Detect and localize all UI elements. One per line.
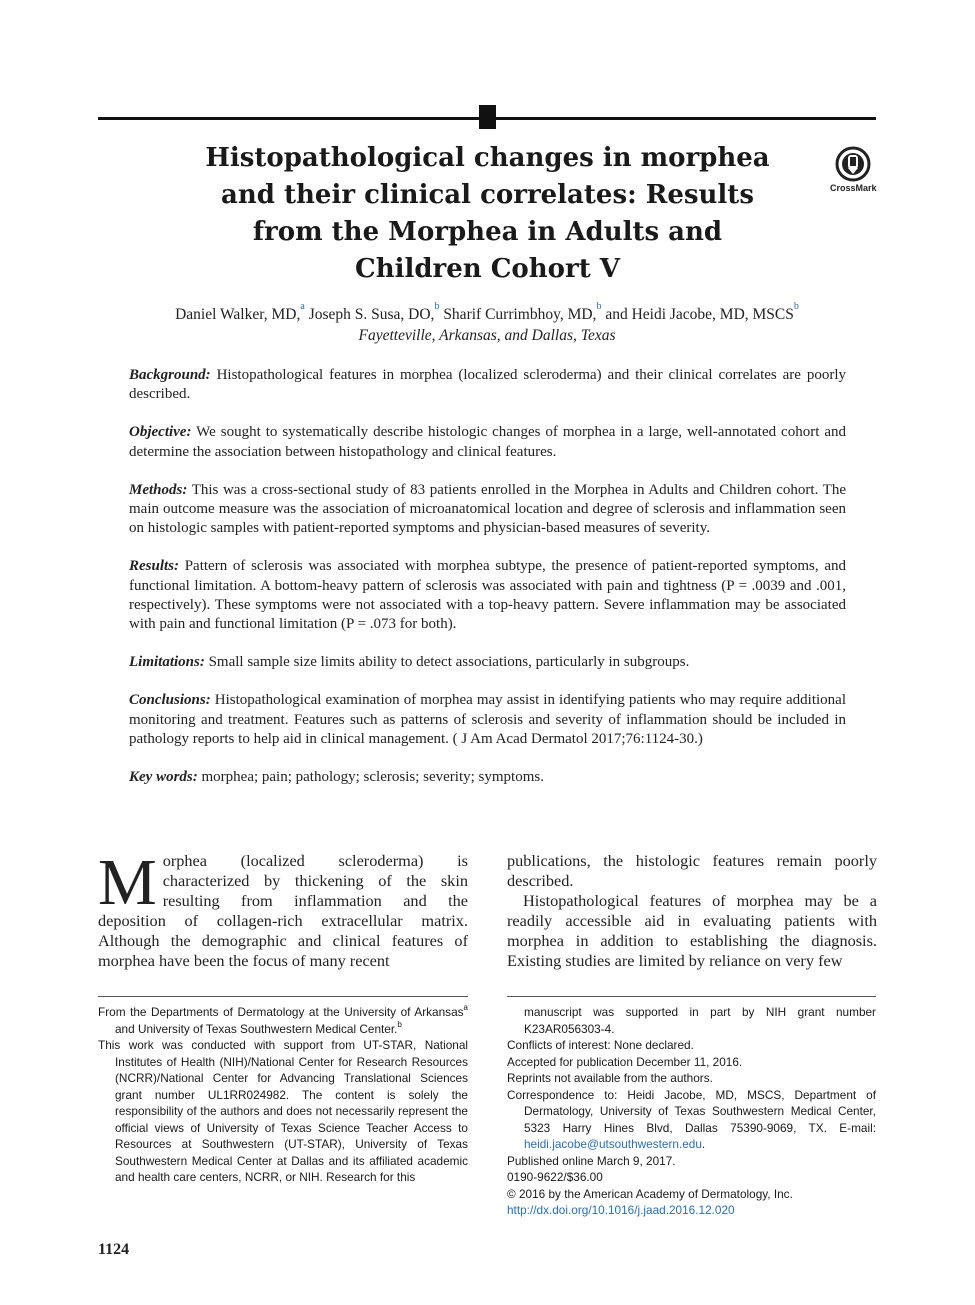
footnotes-right — [507, 1004, 876, 1219]
body-paragraph-1: publications, the histologic features remain poorly described. — [507, 851, 877, 890]
crossmark-badge[interactable] — [830, 146, 876, 193]
footnote-doi — [507, 1202, 876, 1219]
author-3: Sharif Currimbhoy, MD, — [439, 306, 597, 323]
results-text: Pattern of sclerosis was associated with morphea subtype, the presence of patient-reported symptoms, and functional limitation. A bottom-heavy pattern of sclerosis was associated with pain and tightness (P = .0039 and .001, respectively). These symptoms were not associated with a top-heavy pattern. Severe inflammation may be associated with pain and functional limitation (P = .073 for both). — [129, 558, 846, 633]
intro-text: orphea (localized scleroderma) is characterized by thickening of the skin resulting from inflammation and the deposition of collagen-rich extracellular matrix. Although the demographic and clinical features of morphea have been the focus of many recent — [98, 851, 468, 970]
author-4: and Heidi Jacobe, MD, MSCS — [601, 306, 794, 323]
footnote-rule-right — [507, 996, 876, 997]
footnote-rule-left — [98, 996, 468, 997]
abstract-objective — [129, 423, 846, 461]
footnotes-left — [98, 1004, 468, 1186]
doi-link[interactable]: http://dx.doi.org/10.1016/j.jaad.2016.12.020 — [507, 1203, 735, 1217]
crossmark-label: CrossMark — [830, 183, 877, 193]
limitations-text: Small sample size limits ability to detect associations, particularly in subgroups. — [204, 654, 690, 671]
objective-label: Objective: — [129, 424, 192, 441]
keywords-text: morphea; pain; pathology; sclerosis; severity; symptoms. — [197, 769, 544, 786]
background-text: Histopathological features in morphea (localized scleroderma) and their clinical correlates are poorly described. — [129, 367, 846, 403]
correspondence-text: Correspondence to: Heidi Jacobe, MD, MSCS, Department of Dermatology, University of Texas Southwestern Medical Center, 5323 Harry Hines Blvd, Dallas 75390-9069, TX. E-mail: — [507, 1087, 876, 1135]
footnote-correspondence — [507, 1087, 876, 1153]
conclusions-text: Histopathological examination of morphea may assist in identifying patients who may require additional monitoring and treatment. Features such as patterns of sclerosis and severity of inflammation should be included in pathology reports to help aid in clinical management. ( J Am Acad Dermatol 2017;76:1124-30.) — [129, 692, 846, 747]
author-1: Daniel Walker, MD, — [175, 306, 301, 323]
email-end: . — [701, 1137, 706, 1151]
footnote-departments — [98, 1004, 468, 1037]
conclusions-label: Conclusions: — [129, 692, 211, 709]
keywords-label: Key words: — [129, 769, 198, 786]
drop-cap: M — [98, 846, 157, 919]
abstract — [129, 366, 846, 806]
crossmark-icon — [835, 146, 871, 182]
author-2-affil[interactable]: b — [434, 301, 440, 312]
body-paragraph-2: Histopathological features of morphea may be a readily accessible aid in evaluating patients with morphea in addition to establishing the diagnosis. Existing studies are limited by reliance on very few — [507, 891, 877, 970]
objective-text: We sought to systematically describe histologic changes of morphea in a large, well-annotated cohort and determine the association between histopathology and clinical features. — [129, 424, 846, 460]
footnote-copyright: © 2016 by the American Academy of Dermatology, Inc. — [507, 1186, 793, 1201]
results-label: Results: — [129, 558, 180, 575]
page-number: 1124 — [98, 1241, 130, 1258]
author-4-affil[interactable]: b — [793, 301, 799, 312]
author-2: Joseph S. Susa, DO, — [304, 306, 435, 323]
abstract-limitations — [129, 653, 846, 672]
dept-sup-a: a — [463, 1003, 468, 1012]
dept-sup-b: b — [397, 1019, 402, 1029]
footnote-reprints: Reprints not available from the authors. — [507, 1071, 713, 1085]
limitations-label: Limitations: — [129, 654, 205, 671]
footnote-issn: 0190-9622/$36.00 — [507, 1170, 603, 1184]
author-3-affil[interactable]: b — [596, 301, 602, 312]
footnote-accepted: Accepted for publication December 11, 2016. — [507, 1054, 743, 1069]
abstract-results — [129, 557, 846, 634]
methods-label: Methods: — [129, 481, 188, 498]
dept-text-1: From the Departments of Dermatology at the University of Arkansas — [98, 1005, 464, 1019]
footnote-published: Published online March 9, 2017. — [507, 1153, 676, 1168]
intro-paragraph — [98, 846, 468, 971]
body-column-right — [507, 851, 877, 971]
abstract-methods — [129, 481, 846, 539]
abstract-background — [129, 366, 846, 404]
article-title: Histopathological changes in morphea and their clinical correlates: Results from the Morphea in Adults and Children Cohort V — [205, 143, 770, 284]
abstract-conclusions — [129, 691, 846, 749]
footnote-support: This work was conducted with support from UT-STAR, National Institutes of Health (NIH)/National Center for Research Resources (NCRR)/National Center for Advancing Translational Sciences grant number UL1RR024982. The content is solely the responsibility of the authors and does not necessarily represent the official views of University of Texas Science Teacher Access to Resources at Southwestern (UT-STAR), University of Texas Southwestern Medical Center at Dallas and its affiliated academic and health care centers, NCRR, or NIH. Research for this — [98, 1038, 468, 1184]
abstract-keywords — [129, 768, 846, 787]
methods-text: This was a cross-sectional study of 83 patients enrolled in the Morphea in Adults and Children cohort. The main outcome measure was the association of microanatomical location and degree of sclerosis and inflammation seen on histologic samples with patient-reported symptoms and physician-based measures of severity. — [129, 481, 846, 537]
footnote-conflicts: Conflicts of interest: None declared. — [507, 1038, 694, 1052]
author-1-affil[interactable]: a — [300, 301, 305, 312]
dept-text-2: and University of Texas Southwestern Medical Center. — [115, 1021, 398, 1036]
author-location: Fayetteville, Arkansas, and Dallas, Texas — [358, 327, 616, 344]
email-link[interactable]: heidi.jacobe@utsouthwestern.edu — [524, 1137, 702, 1151]
footnote-support-cont: manuscript was supported in part by NIH grant number K23AR056303-4. — [524, 1005, 876, 1036]
body-column-left — [98, 846, 468, 971]
author-list — [98, 301, 876, 346]
background-label: Background: — [129, 367, 211, 383]
header-marker — [479, 105, 496, 129]
